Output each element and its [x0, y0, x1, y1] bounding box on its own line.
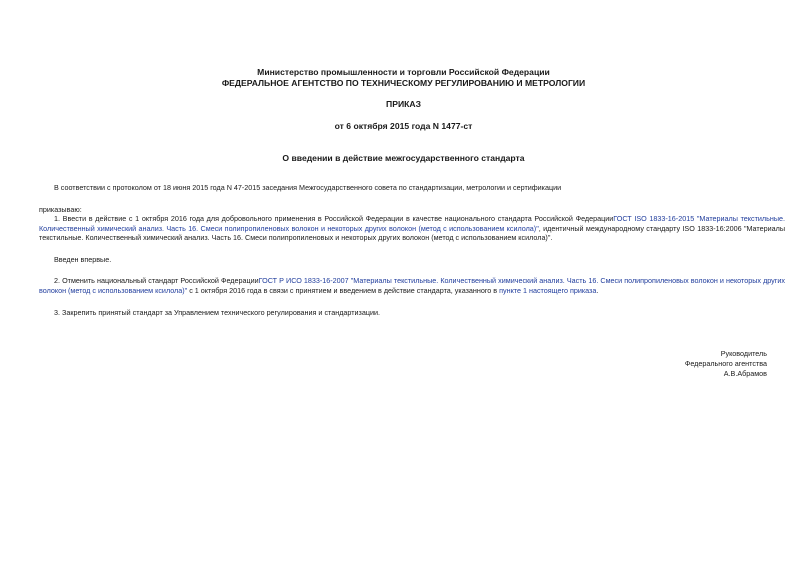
paragraph-1-reference-link[interactable]: пункте 1 настоящего приказа	[499, 285, 597, 295]
signature-name: А.В.Абрамов	[723, 369, 767, 378]
signature-org: Федерального агентства	[684, 359, 767, 368]
introduced-first-note: Введен впервые.	[54, 255, 112, 264]
paragraph-1-text-before: 1. Ввести в действие с 1 октября 2016 года для добровольного применения в Российской Федерации в качестве национального стандарта Российской Федерации	[54, 214, 614, 223]
paragraph-3: 3. Закрепить принятый стандарт за Управлением технического регулирования и стандартизации.	[54, 308, 380, 317]
order-word: приказываю:	[39, 205, 82, 214]
paragraph-1-text-after: , идентичный международному стандарту ISO 1833-16:2006 "Материалы текстильные. Количественный химический анализ. Часть 16. Смеси полипропиленовых и некоторых других волокон (метод с использованием ксилола)".	[39, 223, 785, 243]
paragraph-2-text-mid: с 1 октября 2016 года в связи с принятием и введением в действие стандарта, указанного в	[187, 285, 500, 295]
intro-paragraph: В соответствии с протоколом от 18 июня 2015 года N 47-2015 заседания Межгосударственного совета по стандартизации, метрологии и сертификации	[54, 183, 562, 192]
paragraph-2-text-after: .	[596, 285, 599, 295]
gost-r-iso-1833-16-2007-link[interactable]: ГОСТ Р ИСО 1833-16-2007 "Материалы текстильные. Количественный химический анализ. Часть 16. Смеси полипропиленовых волокон и некоторых других волокон (метод с использованием ксилола)"	[39, 276, 786, 295]
paragraph-2	[39, 276, 785, 295]
ministry-name: Министерство промышленности и торговли Российской Федерации	[257, 67, 550, 77]
document-subject: О введении в действие межгосударственного стандарта	[282, 153, 525, 163]
signature-title: Руководитель	[720, 349, 767, 358]
document-date-number: от 6 октября 2015 года N 1477-ст	[334, 121, 473, 131]
paragraph-1	[39, 214, 785, 243]
gost-iso-1833-16-2015-link[interactable]: ГОСТ ISO 1833-16-2015 "Материалы текстильные. Количественный химический анализ. Часть 16. Смеси полипропиленовых волокон и некоторых других волокон (метод с использованием ксилола)"	[39, 214, 785, 233]
document-type: ПРИКАЗ	[386, 99, 421, 109]
agency-name: ФЕДЕРАЛЬНОЕ АГЕНТСТВО ПО ТЕХНИЧЕСКОМУ РЕГУЛИРОВАНИЮ И МЕТРОЛОГИИ	[221, 78, 586, 88]
paragraph-2-text-before: 2. Отменить национальный стандарт Российской Федерации	[54, 276, 259, 285]
